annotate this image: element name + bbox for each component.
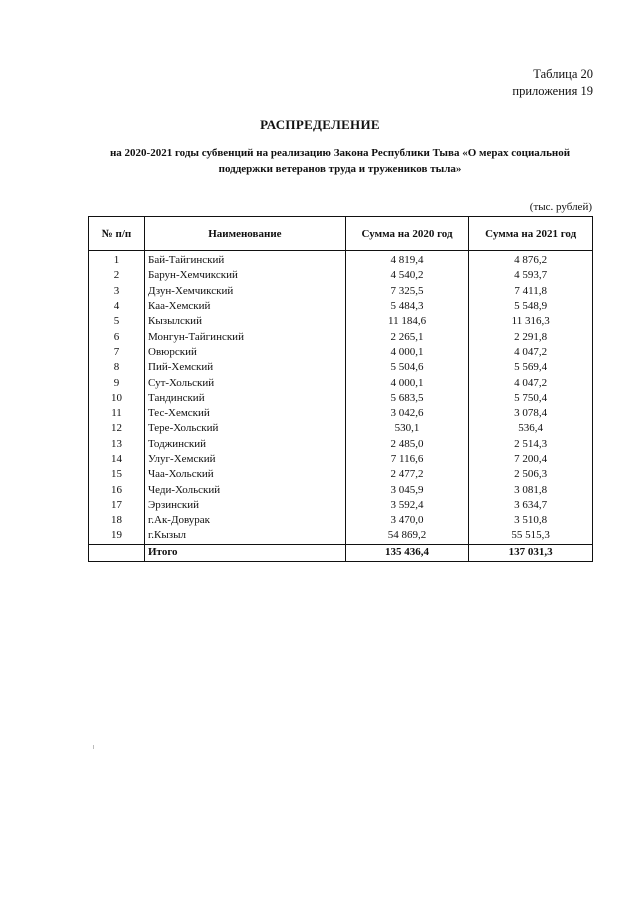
row-2021-cell: 5 569,4 <box>469 360 593 375</box>
row-2020-cell: 3 045,9 <box>345 482 469 497</box>
row-name-cell: Бай-Тайгинский <box>145 251 346 269</box>
row-num-cell: 5 <box>89 314 145 329</box>
row-num-cell: 16 <box>89 482 145 497</box>
row-2020-cell: 11 184,6 <box>345 314 469 329</box>
row-name-cell: Улуг-Хемский <box>145 452 346 467</box>
row-2021-cell: 5 548,9 <box>469 299 593 314</box>
total-2021: 137 031,3 <box>469 544 593 561</box>
row-name-cell: Тоджинский <box>145 437 346 452</box>
appendix-number: приложения 19 <box>512 84 593 98</box>
table-row <box>89 375 593 390</box>
row-name-cell: Эрзинский <box>145 498 346 513</box>
row-2021-cell: 7 411,8 <box>469 284 593 299</box>
table-row <box>89 329 593 344</box>
table-row <box>89 467 593 482</box>
table-reference <box>512 66 593 100</box>
row-2021-cell: 3 081,8 <box>469 482 593 497</box>
table-row <box>89 345 593 360</box>
subtitle-line-1: на 2020-2021 годы субвенций на реализацию Закона Республики Тыва «О мерах социальной <box>109 147 571 159</box>
table-row <box>89 284 593 299</box>
row-num-cell: 9 <box>89 375 145 390</box>
table-row <box>89 482 593 497</box>
table-row <box>89 406 593 421</box>
table-row <box>89 314 593 329</box>
total-2020: 135 436,4 <box>345 544 469 561</box>
table-row <box>89 360 593 375</box>
row-name-cell: Тес-Хемский <box>145 406 346 421</box>
row-num-cell: 19 <box>89 528 145 544</box>
row-num-cell: 13 <box>89 437 145 452</box>
row-2020-cell: 5 504,6 <box>345 360 469 375</box>
scan-mark <box>93 745 94 749</box>
total-num-cell <box>89 544 145 561</box>
row-2020-cell: 2 265,1 <box>345 329 469 344</box>
table-row <box>89 391 593 406</box>
row-2020-cell: 2 477,2 <box>345 467 469 482</box>
row-num-cell: 11 <box>89 406 145 421</box>
row-2021-cell: 4 876,2 <box>469 251 593 269</box>
row-name-cell: Чеди-Хольский <box>145 482 346 497</box>
row-2021-cell: 4 047,2 <box>469 375 593 390</box>
row-num-cell: 15 <box>89 467 145 482</box>
document-subtitle <box>90 145 590 177</box>
table-row <box>89 513 593 528</box>
row-2020-cell: 7 116,6 <box>345 452 469 467</box>
table-row <box>89 498 593 513</box>
row-2020-cell: 530,1 <box>345 421 469 436</box>
row-2020-cell: 4 540,2 <box>345 268 469 283</box>
row-num-cell: 12 <box>89 421 145 436</box>
row-num-cell: 2 <box>89 268 145 283</box>
table-number: Таблица 20 <box>533 67 593 81</box>
header-2020: Сумма на 2020 год <box>345 217 469 251</box>
table-total-row <box>89 544 593 561</box>
row-2020-cell: 3 470,0 <box>345 513 469 528</box>
row-num-cell: 8 <box>89 360 145 375</box>
document-title: РАСПРЕДЕЛЕНИЕ <box>260 117 380 132</box>
distribution-table <box>88 216 593 562</box>
row-num-cell: 6 <box>89 329 145 344</box>
row-2021-cell: 55 515,3 <box>469 528 593 544</box>
row-2021-cell: 4 047,2 <box>469 345 593 360</box>
row-2021-cell: 7 200,4 <box>469 452 593 467</box>
row-num-cell: 18 <box>89 513 145 528</box>
row-2021-cell: 5 750,4 <box>469 391 593 406</box>
row-2021-cell: 2 291,8 <box>469 329 593 344</box>
table-header-row <box>89 217 593 251</box>
row-2020-cell: 5 484,3 <box>345 299 469 314</box>
row-2020-cell: 3 592,4 <box>345 498 469 513</box>
row-name-cell: Тере-Хольский <box>145 421 346 436</box>
row-num-cell: 3 <box>89 284 145 299</box>
row-2021-cell: 3 078,4 <box>469 406 593 421</box>
subtitle-line-2: поддержки ветеранов труда и тружеников тыла» <box>218 163 462 175</box>
table-row <box>89 528 593 544</box>
row-2021-cell: 536,4 <box>469 421 593 436</box>
row-name-cell: Овюрский <box>145 345 346 360</box>
row-name-cell: Чаа-Хольский <box>145 467 346 482</box>
row-2021-cell: 11 316,3 <box>469 314 593 329</box>
row-2021-cell: 4 593,7 <box>469 268 593 283</box>
table-row <box>89 268 593 283</box>
header-num: № п/п <box>89 217 145 251</box>
row-num-cell: 17 <box>89 498 145 513</box>
row-name-cell: Дзун-Хемчикский <box>145 284 346 299</box>
row-2020-cell: 3 042,6 <box>345 406 469 421</box>
row-2021-cell: 2 506,3 <box>469 467 593 482</box>
header-2021: Сумма на 2021 год <box>469 217 593 251</box>
row-2021-cell: 3 510,8 <box>469 513 593 528</box>
row-name-cell: Тандинский <box>145 391 346 406</box>
table-row <box>89 251 593 269</box>
table-row <box>89 452 593 467</box>
header-name: Наименование <box>145 217 346 251</box>
row-name-cell: Барун-Хемчикский <box>145 268 346 283</box>
row-num-cell: 1 <box>89 251 145 269</box>
row-num-cell: 4 <box>89 299 145 314</box>
row-name-cell: Кызылский <box>145 314 346 329</box>
row-num-cell: 7 <box>89 345 145 360</box>
row-num-cell: 10 <box>89 391 145 406</box>
row-name-cell: Каа-Хемский <box>145 299 346 314</box>
row-2021-cell: 2 514,3 <box>469 437 593 452</box>
row-name-cell: г.Кызыл <box>145 528 346 544</box>
table-row <box>89 421 593 436</box>
row-num-cell: 14 <box>89 452 145 467</box>
row-name-cell: Монгун-Тайгинский <box>145 329 346 344</box>
row-name-cell: Сут-Хольский <box>145 375 346 390</box>
row-2020-cell: 4 000,1 <box>345 345 469 360</box>
table-body <box>89 251 593 545</box>
row-2020-cell: 7 325,5 <box>345 284 469 299</box>
row-2020-cell: 4 819,4 <box>345 251 469 269</box>
row-name-cell: г.Ак-Довурак <box>145 513 346 528</box>
row-2020-cell: 4 000,1 <box>345 375 469 390</box>
row-2020-cell: 2 485,0 <box>345 437 469 452</box>
total-label: Итого <box>145 544 346 561</box>
row-2021-cell: 3 634,7 <box>469 498 593 513</box>
row-name-cell: Пий-Хемский <box>145 360 346 375</box>
row-2020-cell: 5 683,5 <box>345 391 469 406</box>
table-row <box>89 437 593 452</box>
units-note: (тыс. рублей) <box>529 201 592 213</box>
row-2020-cell: 54 869,2 <box>345 528 469 544</box>
table-row <box>89 299 593 314</box>
